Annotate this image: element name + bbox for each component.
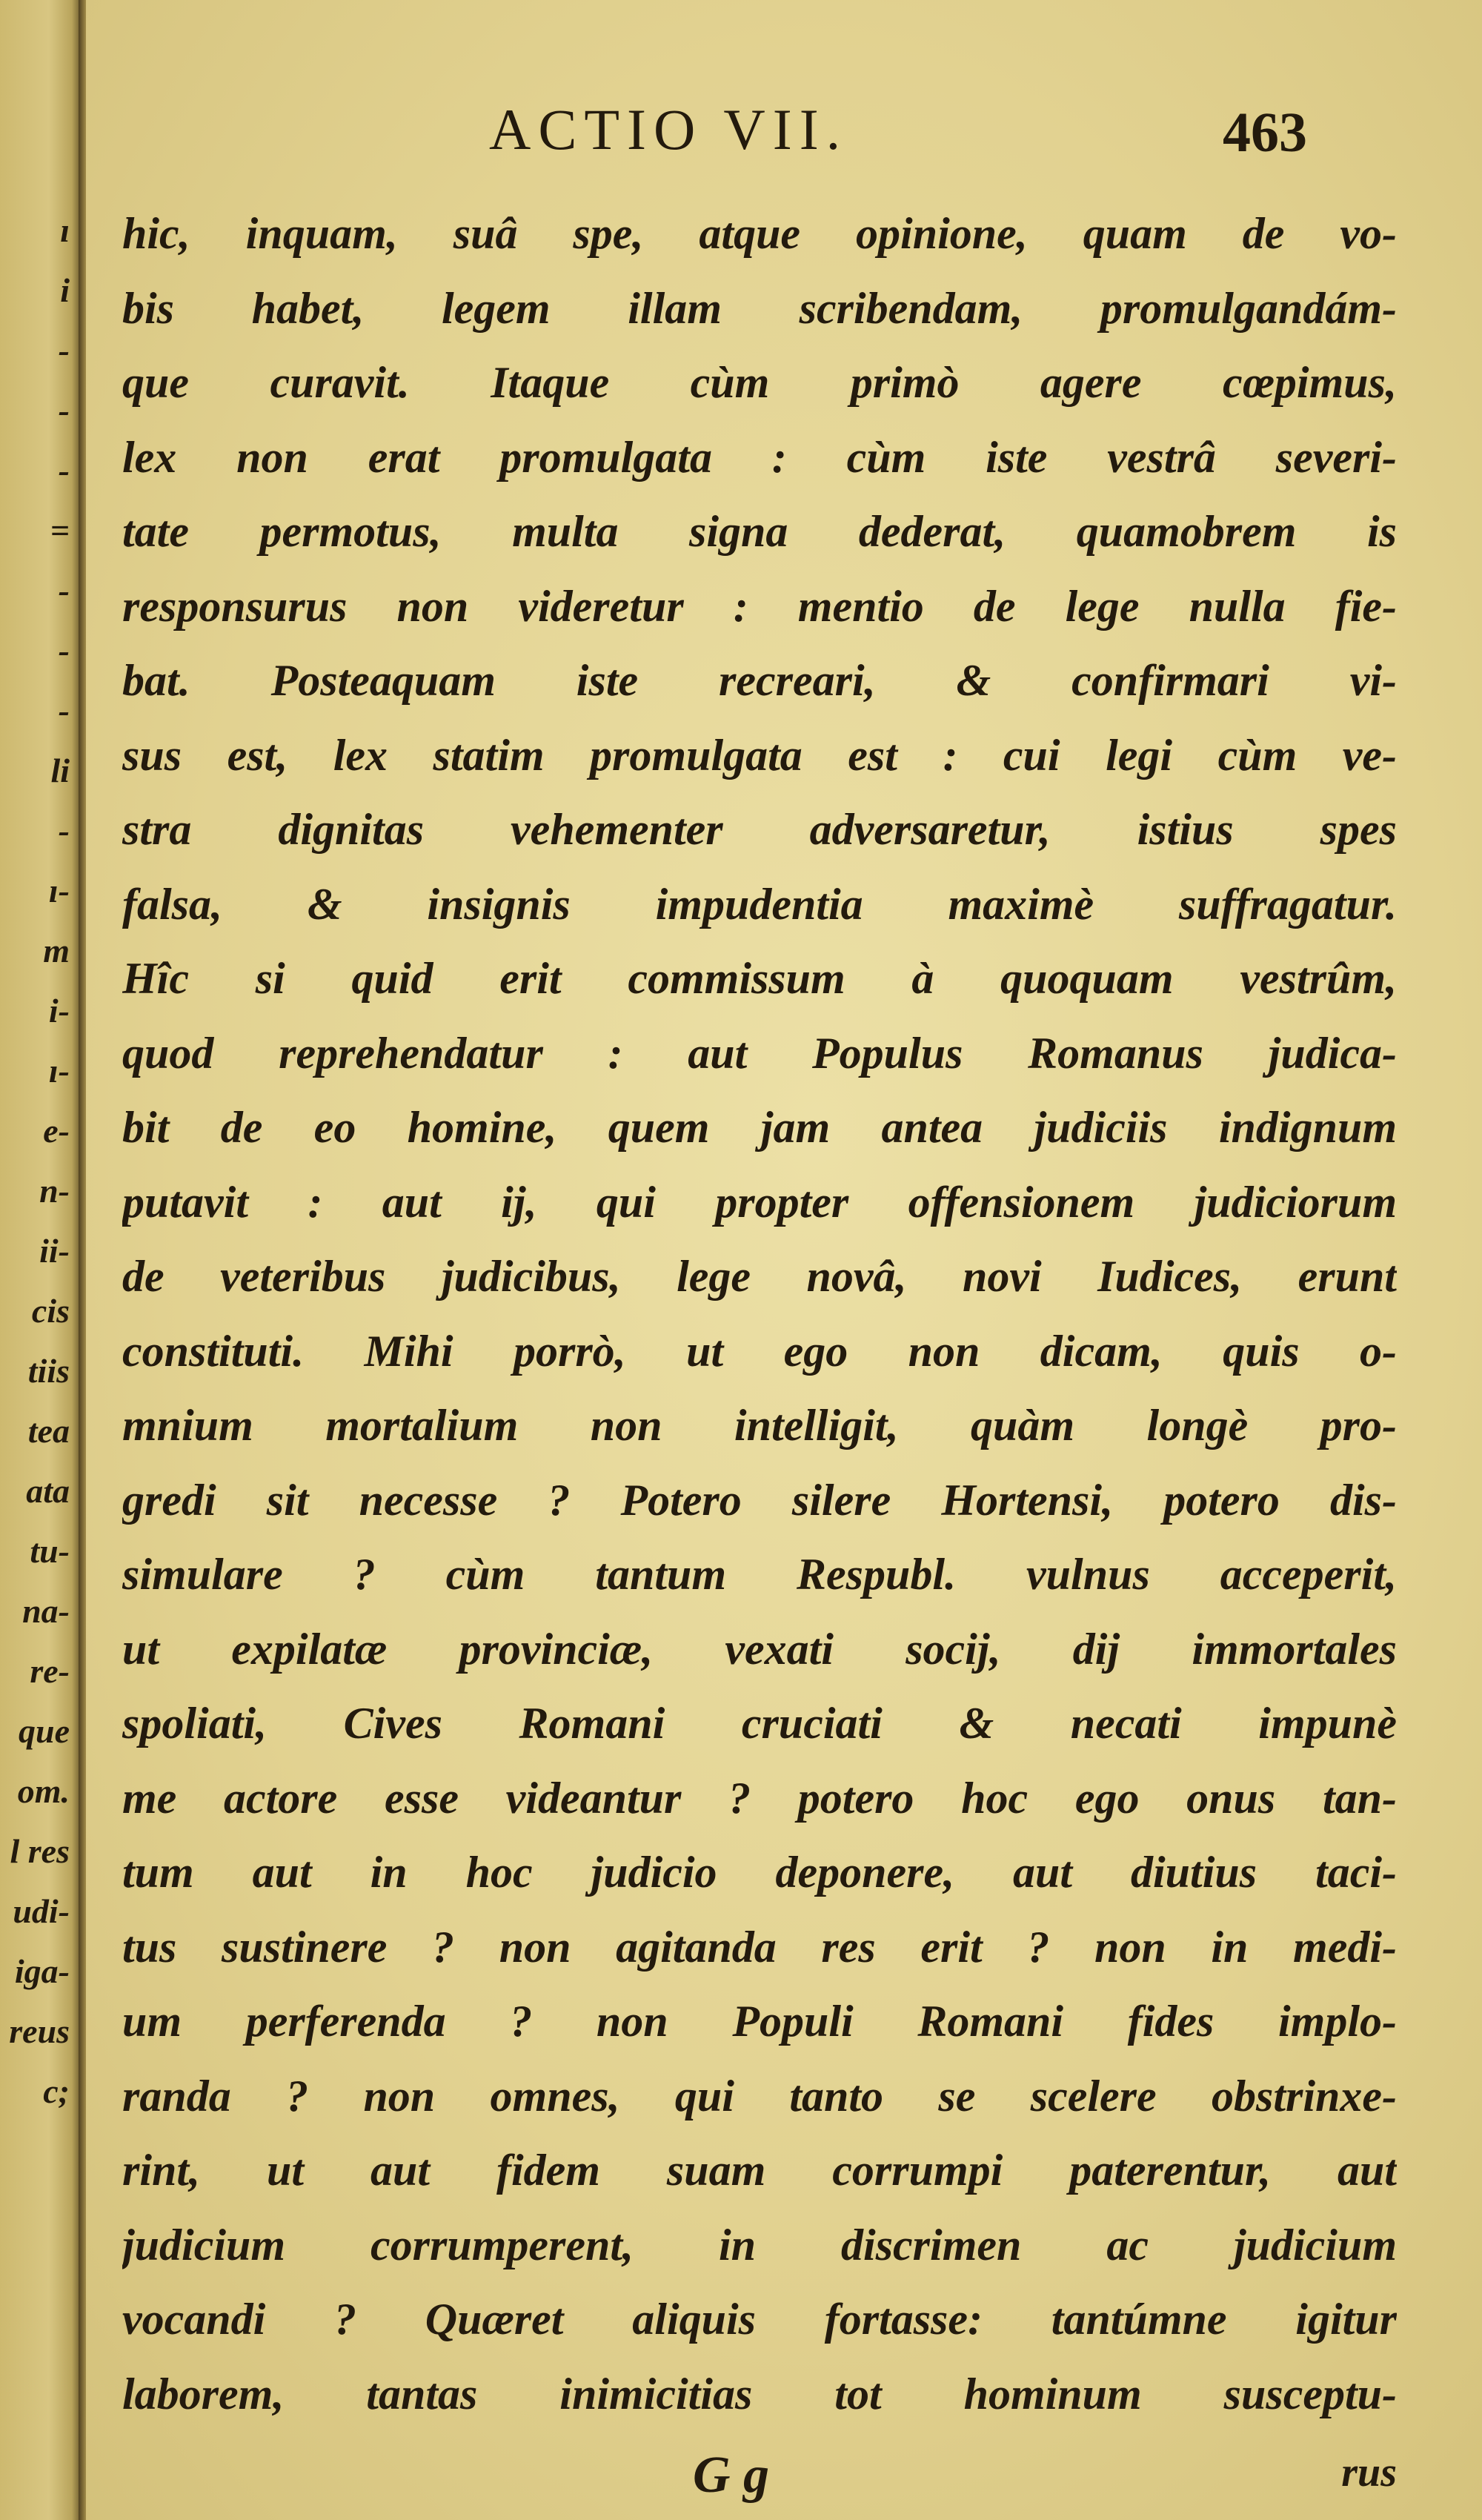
text-line: stra dignitas vehementer adversaretur, istius spes — [122, 805, 1397, 854]
signature-mark: G g — [693, 2447, 770, 2504]
margin-fragment: cis — [31, 1292, 70, 1330]
text-line: constituti. Mihi porrò, ut ego non dicam, quis o- — [122, 1326, 1397, 1376]
margin-fragment: i- — [48, 992, 70, 1029]
text-line: que curavit. Itaque cùm primò agere cœpimus, — [122, 358, 1397, 407]
text-line: putavit : aut ij, qui propter offensionem judiciorum — [122, 1177, 1397, 1227]
text-line: tate permotus, multa signa dederat, quamobrem is — [122, 507, 1397, 556]
text-line: ut expilatæ provinciæ, vexati socij, dij immortales — [122, 1624, 1397, 1674]
text-line: sus est, lex statim promulgata est : cui legi cùm ve- — [122, 730, 1397, 780]
text-line: simulare ? cùm tantum Respubl. vulnus acceperit, — [122, 1550, 1397, 1599]
margin-fragment: om. — [17, 1772, 70, 1810]
text-line: responsurus non videretur : mentio de lege nulla fie- — [122, 581, 1397, 631]
previous-page-edge — [0, 0, 82, 2520]
text-line: de veteribus judicibus, lege novâ, novi Iudices, erunt — [122, 1252, 1397, 1301]
margin-fragment: li — [50, 752, 70, 789]
margin-fragment: i — [60, 271, 70, 309]
text-line: bit de eo homine, quem jam antea judiciis indignum — [122, 1103, 1397, 1152]
text-line: rint, ut aut fidem suam corrumpi paterentur, aut — [122, 2146, 1397, 2195]
text-line: spoliati, Cives Romani cruciati & necati impunè — [122, 1699, 1397, 1748]
margin-fragment: ı — [60, 211, 70, 249]
margin-fragment: - — [58, 692, 70, 729]
margin-fragment: m — [43, 932, 70, 969]
margin-fragment: na- — [22, 1592, 70, 1630]
running-title: ACTIO VII. — [489, 97, 848, 162]
margin-fragment: tiis — [27, 1352, 70, 1390]
text-line: tus sustinere ? non agitanda res erit ? non in medi- — [122, 1922, 1397, 1972]
text-line: gredi sit necesse ? Potero silere Hortensi, potero dis- — [122, 1475, 1397, 1525]
margin-fragment: - — [58, 391, 70, 429]
previous-page-margin-text — [0, 200, 74, 2121]
margin-fragment: tea — [27, 1412, 70, 1450]
margin-fragment: re- — [30, 1652, 70, 1690]
text-line: judicium corrumperent, in discrimen ac judicium — [122, 2220, 1397, 2269]
margin-fragment: ı- — [48, 1052, 70, 1090]
page-footer — [122, 2446, 1397, 2513]
margin-fragment: iga- — [14, 1952, 70, 1990]
margin-fragment: n- — [39, 1172, 70, 1210]
margin-fragment: ata — [26, 1472, 70, 1510]
text-line: um perferenda ? non Populi Romani fides implo- — [122, 1997, 1397, 2046]
text-line: mnium mortalium non intelligit, quàm longè pro- — [122, 1401, 1397, 1450]
margin-fragment: c; — [43, 2072, 70, 2110]
text-line: quod reprehendatur : aut Populus Romanus judica- — [122, 1028, 1397, 1078]
margin-fragment: udi- — [13, 1892, 70, 1930]
text-line: hic, inquam, suâ spe, atque opinione, quam de vo- — [122, 209, 1397, 258]
text-line: tum aut in hoc judicio deponere, aut diutius taci- — [122, 1848, 1397, 1897]
text-line: falsa, & insignis impudentia maximè suffragatur. — [122, 879, 1397, 929]
margin-fragment: ı- — [48, 872, 70, 909]
body-text — [122, 196, 1397, 2431]
margin-fragment: - — [58, 631, 70, 669]
margin-fragment: reus — [9, 2012, 70, 2050]
page-header — [474, 96, 1363, 178]
margin-fragment: que — [19, 1712, 70, 1750]
text-line: bis habet, legem illam scribendam, promulgandám- — [122, 283, 1397, 333]
margin-fragment: ii- — [39, 1232, 70, 1270]
margin-fragment: l res — [10, 1832, 70, 1870]
margin-fragment: - — [58, 451, 70, 489]
text-line: laborem, tantas inimicitias tot hominum susceptu- — [122, 2369, 1397, 2418]
margin-fragment: - — [58, 812, 70, 849]
margin-fragment: - — [58, 331, 70, 369]
text-line: lex non erat promulgata : cùm iste vestrâ severi- — [122, 432, 1397, 482]
margin-fragment: - — [58, 571, 70, 609]
margin-fragment: tu- — [30, 1532, 70, 1570]
text-line: me actore esse videantur ? potero hoc ego onus tan- — [122, 1773, 1397, 1823]
margin-fragment: = — [50, 511, 70, 549]
text-line: bat. Posteaquam iste recreari, & confirmari vi- — [122, 656, 1397, 705]
catchword: rus — [1341, 2450, 1397, 2496]
text-line: randa ? non omnes, qui tanto se scelere obstrinxe- — [122, 2071, 1397, 2121]
text-line: Hîc si quid erit commissum à quoquam vestrûm, — [122, 954, 1397, 1003]
page-number: 463 — [1223, 102, 1307, 164]
text-line: vocandi ? Quæret aliquis fortasse: tantúmne igitur — [122, 2295, 1397, 2344]
page-fold — [79, 0, 86, 2520]
margin-fragment: e- — [43, 1112, 70, 1150]
